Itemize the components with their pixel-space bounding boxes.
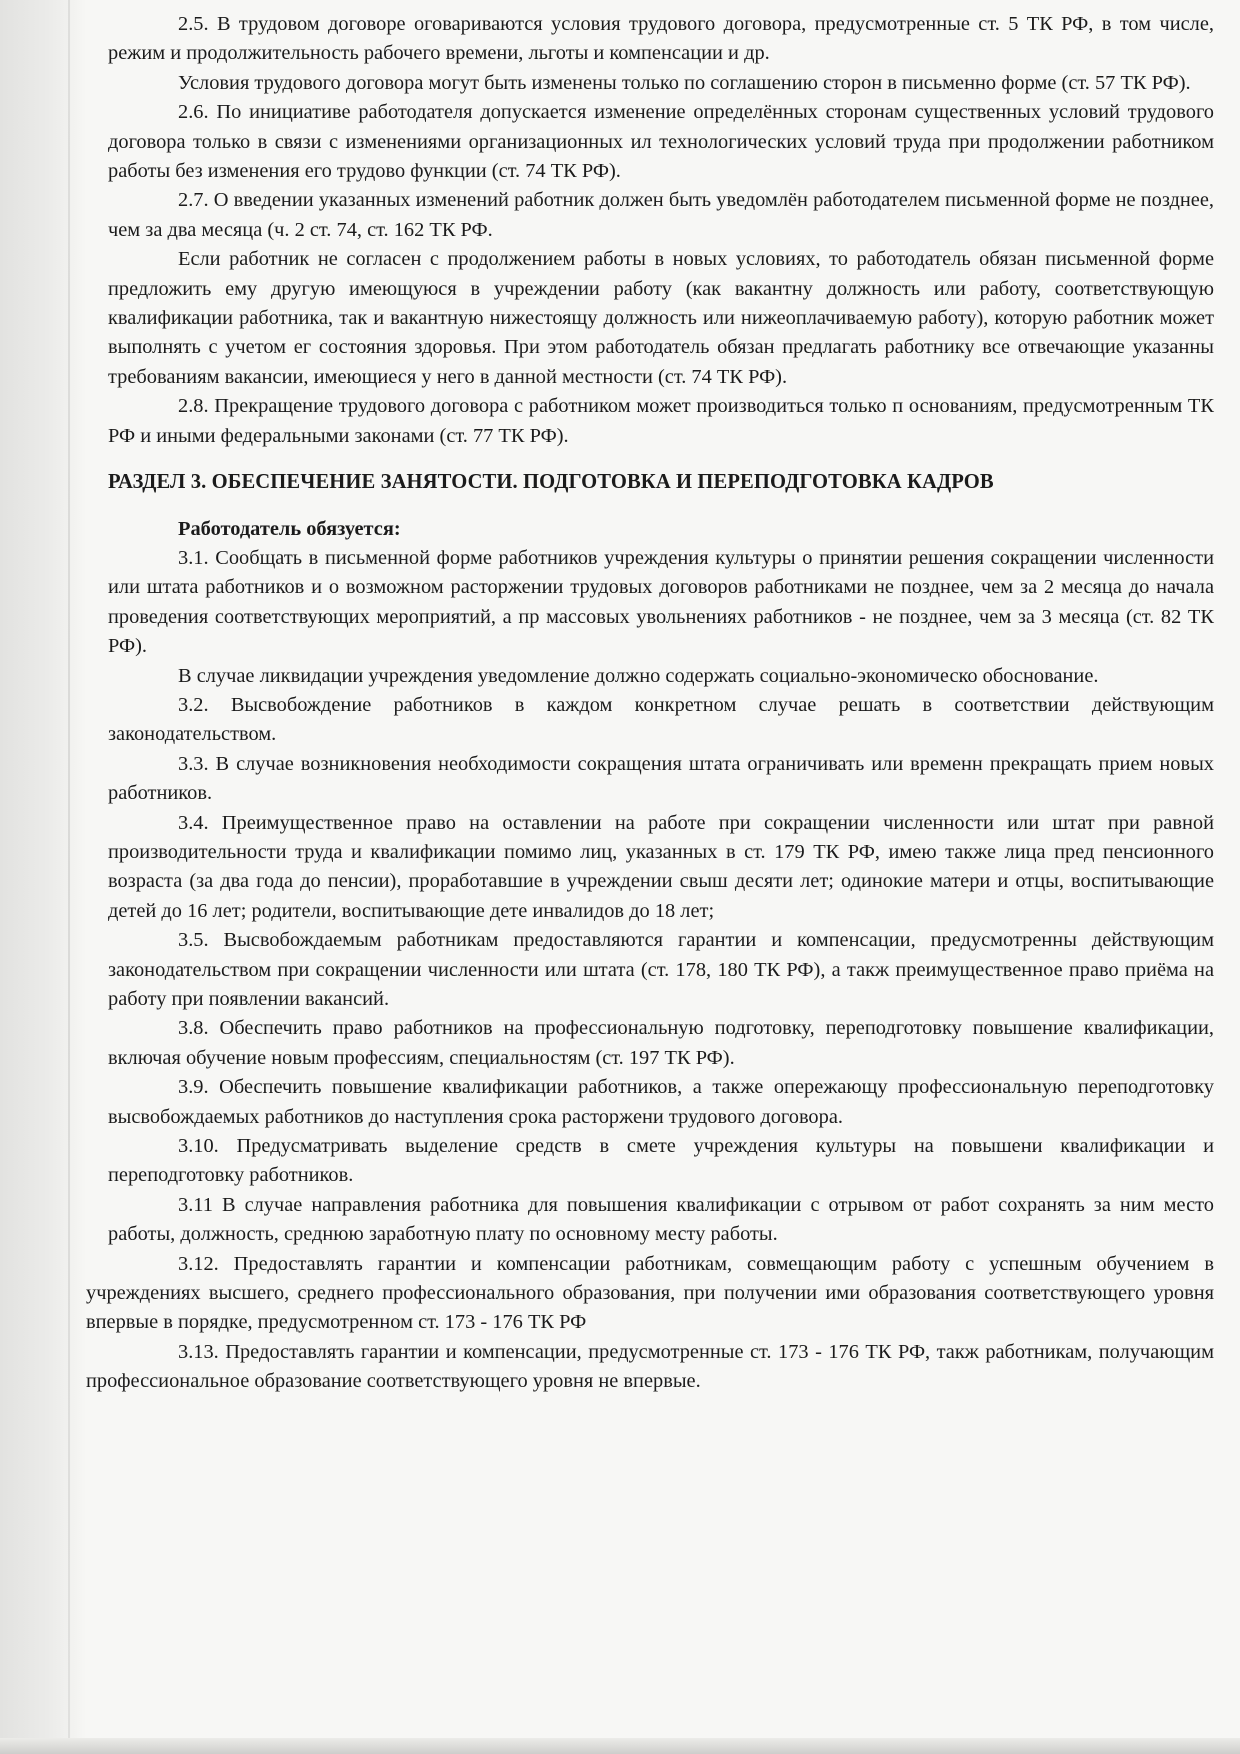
paragraph-3-12: 3.12. Предоставлять гарантии и компенсации работникам, совмещающим работу с успешным обучением в учреждениях высшего, среднего профессионального образования, при получении ими образования соответствующего уровня впервые в порядке, предусмотренном ст. 173 - 176 ТК РФ bbox=[86, 1252, 1214, 1334]
paragraph-2-7-note: Если работник не согласен с продолжением работы в новых условиях, то работодатель обязан письменной форме предложить ему другую имеющуюся в учреждении работу (как вакантну должность или работу, соответствующую квалификации работника, так и вакантную нижестоящу должность или нижеоплачиваемую работу), которую работник может выполнять с учетом ег состояния здоровья. При этом работодатель обязан предлагать работнику все отвечающие указанны требованиям вакансии, имеющиеся у него в данной местности (ст. 74 ТК РФ). bbox=[108, 248, 1214, 388]
paragraph-2-6: 2.6. По инициативе работодателя допускается изменение определённых сторонам существенных условий трудового договора только в связи с изменениями организационных ил технологических условий труда при продолжении работником работы без изменения его трудово функции (ст. 74 ТК РФ). bbox=[108, 101, 1214, 183]
scan-bottom-edge bbox=[0, 1738, 1240, 1754]
document-body bbox=[86, 10, 1214, 1397]
paragraph-2-5-note: Условия трудового договора могут быть изменены только по соглашению сторон в письменно форме (ст. 57 ТК РФ). bbox=[178, 71, 1191, 94]
paragraph-3-1-note: В случае ликвидации учреждения уведомление должно содержать социально-экономическо обоснование. bbox=[178, 664, 1099, 687]
paragraph-3-13: 3.13. Предоставлять гарантии и компенсации, предусмотренные ст. 173 - 176 ТК РФ, такж работникам, получающим профессиональное образование соответствующего уровня не впервые. bbox=[86, 1340, 1214, 1393]
paragraph-3-3: 3.3. В случае возникновения необходимости сокращения штата ограничивать или временн прекращать прием новых работников. bbox=[108, 752, 1214, 805]
scan-page-edge bbox=[68, 0, 70, 1754]
paragraph-3-8: 3.8. Обеспечить право работников на профессиональную подготовку, переподготовку повышение квалификации, включая обучение новым профессиям, специальностям (ст. 197 ТК РФ). bbox=[108, 1017, 1214, 1069]
paragraph-3-4: 3.4. Преимущественное право на оставлении на работе при сокращении численности или штат при равной производительности труда и квалификации помимо лиц, указанных в ст. 179 ТК РФ, имею также лица пред пенсионного возраста (за два года до пенсии), проработавшие в учреждении свыш десяти лет; одинокие матери и отцы, воспитывающие детей до 16 лет; родители, воспитывающие дете инвалидов до 18 лет; bbox=[108, 811, 1214, 922]
paragraph-3-9: 3.9. Обеспечить повышение квалификации работников, а также опережающу профессиональную переподготовку высвобождаемых работников до наступления срока расторжени трудового договора. bbox=[108, 1076, 1214, 1128]
paragraph-3-5: 3.5. Высвобождаемым работникам предоставляются гарантии и компенсации, предусмотренны действующим законодательством при сокращении численности или штата (ст. 178, 180 ТК РФ), а такж преимущественное право приёма на работу при появлении вакансий. bbox=[108, 929, 1214, 1010]
scan-left-shadow bbox=[0, 0, 86, 1754]
paragraph-2-5: 2.5. В трудовом договоре оговариваются условия трудового договора, предусмотренные ст. 5 ТК РФ, в том числе, режим и продолжительность рабочего времени, льготы и компенсации и др. bbox=[108, 13, 1214, 65]
paragraph-2-8: 2.8. Прекращение трудового договора с работником может производиться только п основаниям, предусмотренным ТК РФ и иными федеральными законами (ст. 77 ТК РФ). bbox=[108, 395, 1214, 447]
paragraph-3-2: 3.2. Высвобождение работников в каждом конкретном случае решать в соответствии действующим законодательством. bbox=[108, 693, 1214, 746]
section-3-heading: РАЗДЕЛ 3. ОБЕСПЕЧЕНИЕ ЗАНЯТОСТИ. ПОДГОТОВКА И ПЕРЕПОДГОТОВКА КАДРОВ bbox=[108, 471, 994, 494]
employer-obliged-label: Работодатель обязуется: bbox=[178, 517, 401, 540]
paragraph-3-11: 3.11 В случае направления работника для повышения квалификации с отрывом от работ сохранять за ним место работы, должность, среднюю заработную плату по основному месту работы. bbox=[108, 1193, 1214, 1246]
paragraph-3-1: 3.1. Сообщать в письменной форме работников учреждения культуры о принятии решения сокращении численности или штата работников и о возможном расторжении трудовых договоров работниками не позднее, чем за 2 месяца до начала проведения соответствующих мероприятий, а пр массовых увольнениях работников - не позднее, чем за 3 месяца (ст. 82 ТК РФ). bbox=[108, 546, 1214, 658]
paragraph-2-7: 2.7. О введении указанных изменений работник должен быть уведомлён работодателем письменной форме не позднее, чем за два месяца (ч. 2 ст. 74, ст. 162 ТК РФ. bbox=[108, 189, 1214, 241]
paragraph-3-10: 3.10. Предусматривать выделение средств в смете учреждения культуры на повышени квалификации и переподготовку работников. bbox=[108, 1135, 1214, 1187]
